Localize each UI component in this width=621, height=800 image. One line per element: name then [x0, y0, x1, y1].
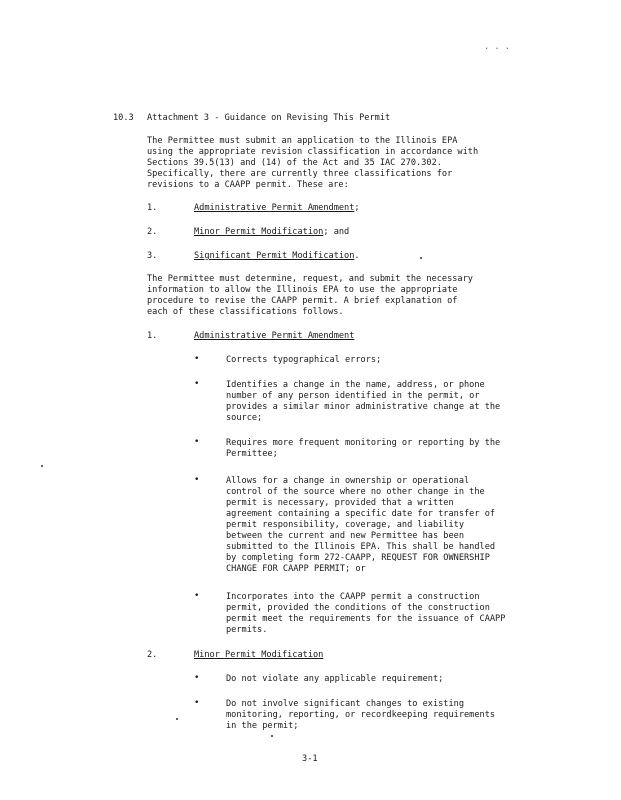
class-item [194, 227, 349, 238]
followup-line: information to allow the Illinois EPA to use the appropriate [147, 285, 458, 295]
section-number: 10.3 [113, 113, 134, 123]
bullet-line: permit is necessary, provided that a written [226, 498, 454, 508]
scan-speck [41, 465, 43, 467]
page-number: 3-1 [302, 754, 318, 764]
bullet-line: permit responsibility, coverage, and liability [226, 520, 464, 530]
bullet-line: permit meet the requirements for the issuance of CAAPP [226, 614, 506, 624]
bullet-icon: • [194, 673, 200, 683]
bullet-text [226, 355, 381, 366]
bullet-text [226, 476, 495, 575]
section-title: Attachment 3 - Guidance on Revising This Permit [147, 113, 391, 123]
bullet-line: Incorporates into the CAAPP permit a construction [226, 592, 480, 602]
bullet-line: monitoring, reporting, or recordkeeping requirements [226, 710, 496, 720]
class-label: Significant Permit Modification [194, 251, 355, 261]
bullet-line: source; [226, 413, 263, 423]
bullet-line: Do not involve significant changes to existing [226, 699, 464, 709]
class-suffix: . [354, 251, 360, 261]
bullet-line: Do not violate any applicable requirement; [226, 674, 444, 684]
bullet-line: submitted to the Illinois EPA. This shall be handled [226, 542, 496, 552]
intro-line: Sections 39.5(13) and (14) of the Act and 35 IAC 270.302. [147, 158, 442, 168]
bullet-line: provides a similar minor administrative change at the [226, 402, 501, 412]
bullet-text [226, 699, 495, 732]
corner-mark: . . . [484, 42, 510, 52]
intro-line: revisions to a CAAPP permit. These are: [147, 180, 349, 190]
bullet-line: permits. [226, 625, 268, 635]
bullet-icon: • [194, 591, 200, 601]
bullet-text [226, 380, 500, 424]
intro-line: Specifically, there are currently three classifications for [147, 169, 453, 179]
class-item [194, 203, 360, 214]
bullet-line: Requires more frequent monitoring or reporting by the [226, 438, 501, 448]
bullet-line: control of the source where no other change in the [226, 487, 485, 497]
class-item [194, 251, 360, 262]
bullet-line: in the permit; [226, 721, 299, 731]
class-number: 1. [147, 203, 158, 213]
scan-speck [271, 735, 273, 737]
class-suffix: ; and [323, 227, 350, 237]
class-label: Minor Permit Modification [194, 227, 324, 237]
subsection-number: 1. [147, 331, 158, 341]
bullet-line: Corrects typographical errors; [226, 355, 382, 365]
followup-line: procedure to revise the CAAPP permit. A brief explanation of [147, 296, 458, 306]
followup-line: each of these classifications follows. [147, 307, 344, 317]
bullet-text [226, 438, 500, 460]
bullet-icon: • [194, 379, 200, 389]
bullet-line: between the current and new Permittee has been [226, 531, 464, 541]
scan-speck [176, 718, 178, 720]
subsection-title: Administrative Permit Amendment [194, 331, 355, 341]
bullet-icon: • [194, 698, 200, 708]
class-suffix: ; [354, 203, 360, 213]
bullet-line: number of any person identified in the permit, or [226, 391, 480, 401]
subsection-title: Minor Permit Modification [194, 650, 324, 660]
class-number: 3. [147, 251, 158, 261]
bullet-text [226, 592, 505, 636]
class-number: 2. [147, 227, 158, 237]
bullet-icon: • [194, 354, 200, 364]
bullet-line: Permittee; [226, 449, 278, 459]
bullet-line: permit, provided the conditions of the construction [226, 603, 490, 613]
bullet-icon: • [194, 437, 200, 447]
intro-paragraph [147, 136, 478, 191]
bullet-line: by completing form 272-CAAPP, REQUEST FOR OWNERSHIP [226, 553, 490, 563]
subsection-number: 2. [147, 650, 158, 660]
bullet-icon: • [194, 475, 200, 485]
bullet-text [226, 674, 443, 685]
followup-paragraph [147, 274, 473, 318]
bullet-line: CHANGE FOR CAAPP PERMIT; or [226, 564, 366, 574]
bullet-line: Identifies a change in the name, address, or phone [226, 380, 485, 390]
scan-speck [420, 257, 422, 259]
followup-line: The Permittee must determine, request, and submit the necessary [147, 274, 473, 284]
bullet-line: Allows for a change in ownership or operational [226, 476, 470, 486]
class-label: Administrative Permit Amendment [194, 203, 355, 213]
intro-line: using the appropriate revision classification in accordance with [147, 147, 479, 157]
intro-line: The Permittee must submit an application to the Illinois EPA [147, 136, 458, 146]
bullet-line: agreement containing a specific date for transfer of [226, 509, 496, 519]
